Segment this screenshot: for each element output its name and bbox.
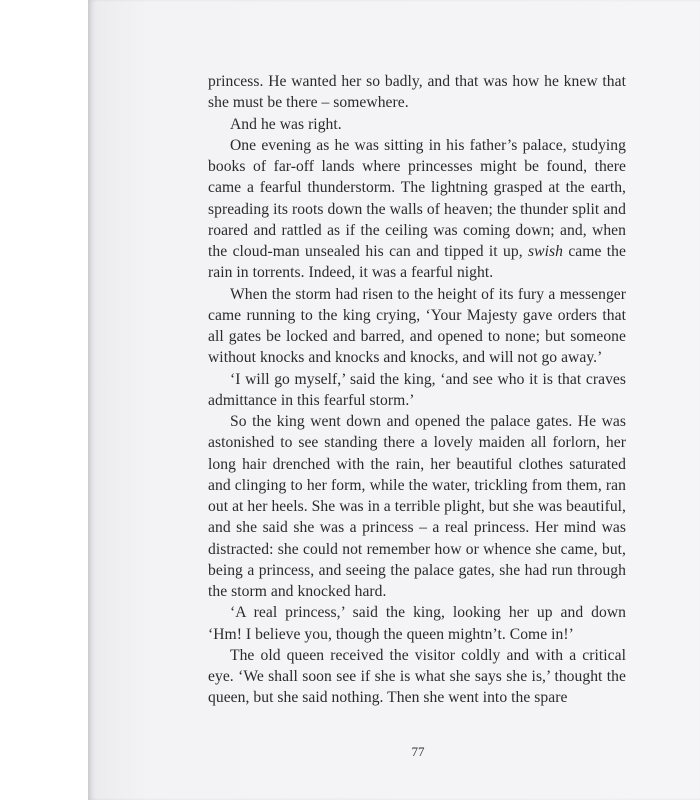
paragraph-5: ‘I will go myself,’ said the king, ‘and see who it is that craves admittance in this fearful storm.’ — [208, 370, 626, 409]
paragraph-1: princess. He wanted her so badly, and that was how he knew that she must be there – somewhere. — [208, 73, 626, 112]
paragraph-7-line-2: ‘Hm! I believe you, though the queen mightn’t. Come in!’ — [208, 625, 574, 643]
paragraph-3-part-2: came the rain in torrents. Indeed, it was a fearful night. — [208, 243, 626, 282]
paragraph-6: So the king went down and opened the palace gates. He was astonished to see standing there a lovely maiden all forlorn, her long hair drenched with the rain, her beautiful clothes saturated and clinging to her form, while the water, trickling from them, ran out at her heels. She was in a terrible plight, but she was beautiful, and she said she was a princess – a real princess. Her mind was distracted: she could not remember how or whence she came, but, being a princess, and seeing the palace gates, she had run through the storm and knocked hard. — [208, 413, 626, 600]
page-number: 77 — [411, 744, 425, 759]
italic-word: swish — [528, 243, 563, 260]
paragraph-3-part-1: One evening as he was sitting in his father’s palace, studying books of far-off lands where princesses might be found, there came a fearful thunderstorm. The lightning grasped at the earth, spreading its roots down the walls of heaven; the thunder split and roared and rattled as if the ceiling was coming down; and, when the cloud-man unsealed his can and tipped it up, — [208, 136, 626, 260]
paragraph-8: The old queen received the visitor coldly and with a critical eye. ‘We shall soon see if she is what she says she is,’ thought the queen, but she said nothing. Then she went into the spare — [208, 646, 626, 707]
paragraph-7-line-1: ‘A real princess,’ said the king, looking her up and down — [230, 604, 626, 622]
book-page — [88, 0, 700, 800]
paragraph-2: And he was right. — [230, 115, 342, 133]
paragraph-3 — [208, 135, 626, 284]
body-text — [208, 71, 626, 709]
paragraph-7 — [208, 602, 626, 645]
paragraph-4: When the storm had risen to the height of its fury a messenger came running to the king crying, ‘Your Majesty gave orders that all gates be locked and barred, and opened to none; but someone without knocks and knocks and knocks, and will not go away.’ — [208, 285, 626, 367]
